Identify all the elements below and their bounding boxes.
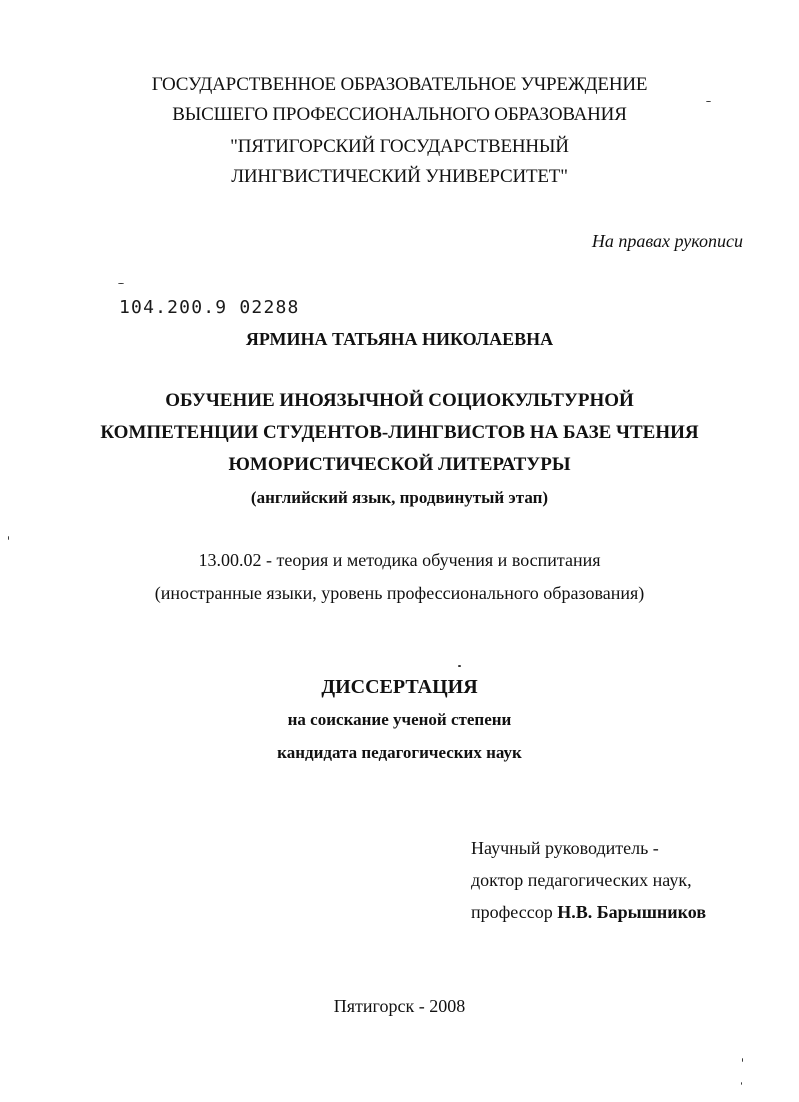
degree-line-1: на соискание ученой степени	[287, 710, 512, 729]
title-line-2: КОМПЕТЕНЦИИ СТУДЕНТОВ-ЛИНГВИСТОВ НА БАЗЕ ЧТЕНИЯ	[100, 422, 699, 443]
supervisor-role: Научный руководитель -	[471, 838, 659, 858]
institution-line-4: ЛИНГВИСТИЧЕСКИЙ УНИВЕРСИТЕТ"	[231, 166, 568, 187]
title-line-3: ЮМОРИСТИЧЕСКОЙ ЛИТЕРАТУРЫ	[228, 454, 571, 475]
supervisor-line	[471, 902, 706, 923]
registration-stamp: 104.200.9 02288	[119, 297, 300, 318]
supervisor-name: Н.В. Барышников	[557, 902, 707, 922]
scan-speck	[706, 101, 711, 102]
specialty-line-2: (иностранные языки, уровень профессионального образования)	[154, 583, 645, 603]
supervisor-degree: доктор педагогических наук,	[471, 870, 692, 890]
supervisor-title-prefix: профессор	[471, 902, 553, 922]
scan-speck	[8, 536, 9, 540]
institution-line-1: ГОСУДАРСТВЕННОЕ ОБРАЗОВАТЕЛЬНОЕ УЧРЕЖДЕНИЕ	[151, 74, 648, 95]
title-line-1: ОБУЧЕНИЕ ИНОЯЗЫЧНОЙ СОЦИОКУЛЬТУРНОЙ	[165, 390, 634, 411]
institution-line-3: "ПЯТИГОРСКИЙ ГОСУДАРСТВЕННЫЙ	[230, 136, 569, 157]
title-subtitle: (английский язык, продвинутый этап)	[250, 488, 549, 507]
scan-speck	[741, 1082, 742, 1085]
scan-speck	[458, 665, 461, 667]
specialty-line-1: 13.00.02 - теория и методика обучения и воспитания	[198, 550, 601, 570]
degree-line-2: кандидата педагогических наук	[277, 743, 522, 762]
scan-speck	[118, 283, 124, 284]
city-year: Пятигорск - 2008	[333, 996, 466, 1016]
institution-line-2: ВЫСШЕГО ПРОФЕССИОНАЛЬНОГО ОБРАЗОВАНИЯ	[172, 104, 627, 125]
scan-speck	[742, 1058, 743, 1062]
degree-heading: ДИССЕРТАЦИЯ	[321, 676, 478, 698]
author-name: ЯРМИНА ТАТЬЯНА НИКОЛАЕВНА	[245, 329, 554, 349]
rights-note: На правах рукописи	[591, 231, 743, 251]
